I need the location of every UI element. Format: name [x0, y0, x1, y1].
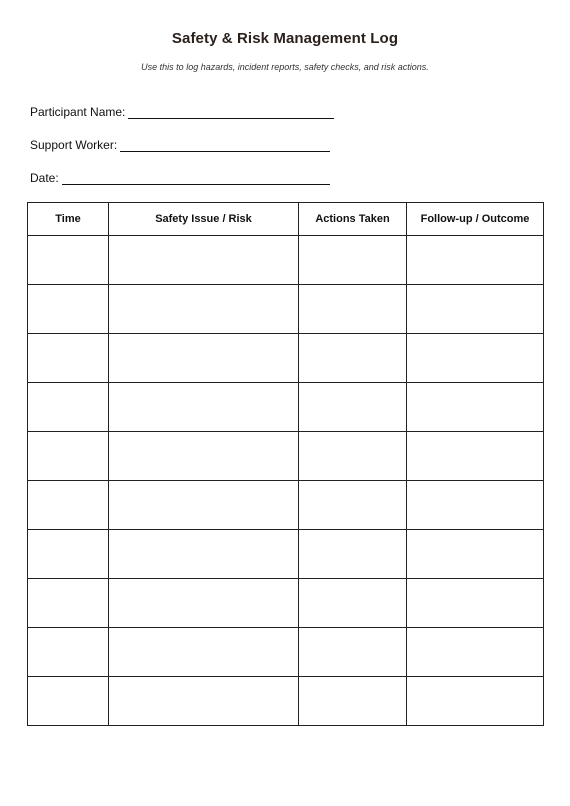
- cell-safety-issue[interactable]: [109, 285, 299, 334]
- table-row: [28, 481, 544, 530]
- table-header-row: [28, 203, 544, 236]
- cell-actions-taken[interactable]: [299, 236, 407, 285]
- cell-actions-taken[interactable]: [299, 628, 407, 677]
- cell-time[interactable]: [28, 383, 109, 432]
- cell-safety-issue[interactable]: [109, 677, 299, 726]
- cell-safety-issue[interactable]: [109, 481, 299, 530]
- table-row: [28, 432, 544, 481]
- cell-time[interactable]: [28, 579, 109, 628]
- cell-safety-issue[interactable]: [109, 383, 299, 432]
- cell-follow-up[interactable]: [407, 677, 544, 726]
- cell-follow-up[interactable]: [407, 285, 544, 334]
- cell-safety-issue[interactable]: [109, 236, 299, 285]
- column-header-safety-issue: Safety Issue / Risk: [109, 203, 299, 236]
- cell-safety-issue[interactable]: [109, 530, 299, 579]
- cell-time[interactable]: [28, 481, 109, 530]
- page-subtitle: Use this to log hazards, incident reports, safety checks, and risk actions.: [141, 62, 429, 72]
- cell-time[interactable]: [28, 236, 109, 285]
- cell-follow-up[interactable]: [407, 334, 544, 383]
- cell-follow-up[interactable]: [407, 530, 544, 579]
- cell-time[interactable]: [28, 432, 109, 481]
- column-header-actions-taken: Actions Taken: [299, 203, 407, 236]
- participant-name-field: [30, 101, 334, 119]
- cell-safety-issue[interactable]: [109, 628, 299, 677]
- cell-actions-taken[interactable]: [299, 285, 407, 334]
- table-row: [28, 285, 544, 334]
- cell-actions-taken[interactable]: [299, 579, 407, 628]
- cell-safety-issue[interactable]: [109, 334, 299, 383]
- cell-actions-taken[interactable]: [299, 677, 407, 726]
- date-label: Date:: [30, 171, 59, 185]
- table-row: [28, 236, 544, 285]
- cell-actions-taken[interactable]: [299, 481, 407, 530]
- support-worker-label: Support Worker:: [30, 138, 118, 152]
- cell-follow-up[interactable]: [407, 481, 544, 530]
- cell-safety-issue[interactable]: [109, 432, 299, 481]
- cell-time[interactable]: [28, 334, 109, 383]
- date-input[interactable]: [62, 171, 330, 185]
- cell-actions-taken[interactable]: [299, 432, 407, 481]
- cell-time[interactable]: [28, 628, 109, 677]
- table-row: [28, 628, 544, 677]
- cell-time[interactable]: [28, 530, 109, 579]
- table-row: [28, 383, 544, 432]
- table-row: [28, 530, 544, 579]
- participant-name-label: Participant Name:: [30, 105, 126, 119]
- table-row: [28, 677, 544, 726]
- table-row: [28, 579, 544, 628]
- support-worker-field: [30, 134, 330, 152]
- cell-safety-issue[interactable]: [109, 579, 299, 628]
- participant-name-input[interactable]: [128, 105, 334, 119]
- cell-time[interactable]: [28, 285, 109, 334]
- date-field: [30, 167, 330, 185]
- cell-follow-up[interactable]: [407, 579, 544, 628]
- cell-follow-up[interactable]: [407, 383, 544, 432]
- cell-actions-taken[interactable]: [299, 334, 407, 383]
- cell-follow-up[interactable]: [407, 628, 544, 677]
- cell-follow-up[interactable]: [407, 236, 544, 285]
- cell-actions-taken[interactable]: [299, 530, 407, 579]
- cell-follow-up[interactable]: [407, 432, 544, 481]
- cell-actions-taken[interactable]: [299, 383, 407, 432]
- column-header-time: Time: [28, 203, 109, 236]
- table-row: [28, 334, 544, 383]
- safety-log-table: [27, 202, 544, 726]
- column-header-follow-up: Follow-up / Outcome: [407, 203, 544, 236]
- cell-time[interactable]: [28, 677, 109, 726]
- page-title: Safety & Risk Management Log: [171, 30, 399, 47]
- support-worker-input[interactable]: [120, 138, 330, 152]
